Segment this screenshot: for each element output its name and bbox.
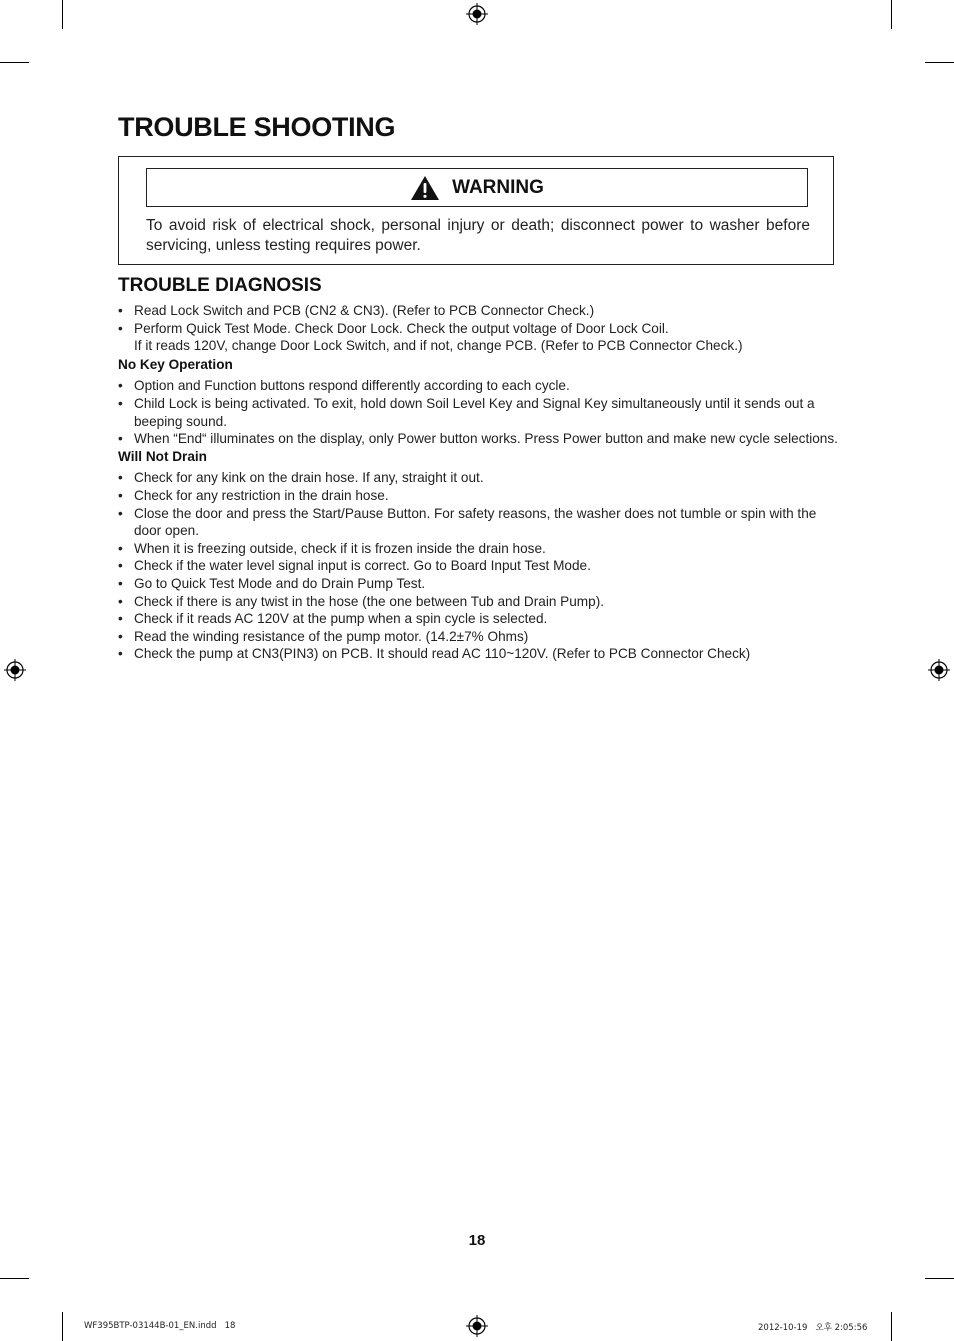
- list-item: • Child Lock is being activated. To exit, hold down Soil Level Key and Signal Key simultaneously until it sends out a beeping sound.: [118, 395, 840, 430]
- list-item: • Check for any kink on the drain hose. If any, straight it out.: [118, 469, 840, 487]
- page-number: 18: [468, 1232, 486, 1249]
- slug-timestamp: 2012-10-19 오후 2:05:56: [758, 1323, 868, 1333]
- list-item-continuation: If it reads 120V, change Door Lock Switch, and if not, change PCB. (Refer to PCB Connector Check.): [134, 338, 743, 354]
- page-title: TROUBLE SHOOTING: [118, 112, 396, 142]
- crop-mark-bottom-left-h: [0, 1278, 29, 1279]
- warning-text: To avoid risk of electrical shock, personal injury or death; disconnect power to washer before servicing, unless testing requires power.: [146, 217, 810, 254]
- list-item: • When “End“ illuminates on the display, only Power button works. Press Power button and make new cycle selections.: [118, 430, 840, 448]
- crop-mark-bottom-left-v: [62, 1312, 63, 1341]
- list-item: • Option and Function buttons respond differently according to each cycle.: [118, 377, 840, 395]
- no-key-list: [118, 377, 840, 447]
- list-item: • Go to Quick Test Mode and do Drain Pump Test.: [118, 575, 840, 593]
- registration-mark-icon: [466, 3, 488, 25]
- warning-box: [118, 156, 834, 265]
- registration-mark-icon: [928, 659, 950, 681]
- list-item: • Check if it reads AC 120V at the pump when a spin cycle is selected.: [118, 610, 840, 628]
- list-item: • Check the pump at CN3(PIN3) on PCB. It should read AC 110~120V. (Refer to PCB Connector Check): [118, 645, 840, 663]
- will-not-drain-list: [118, 469, 840, 663]
- list-item: • When it is freezing outside, check if it is frozen inside the drain hose.: [118, 540, 840, 558]
- section-title: TROUBLE DIAGNOSIS: [118, 275, 322, 296]
- list-item: • Read the winding resistance of the pump motor. (14.2±7% Ohms): [118, 628, 840, 646]
- subheading-will-not-drain: Will Not Drain: [118, 448, 207, 464]
- list-item: • Check if the water level signal input is correct. Go to Board Input Test Mode.: [118, 557, 840, 575]
- crop-mark-top-left-h: [0, 62, 29, 63]
- subheading-no-key-operation: No Key Operation: [118, 356, 233, 372]
- crop-mark-top-left-v: [62, 0, 63, 29]
- registration-mark-icon: [466, 1315, 488, 1337]
- slug-file-info: WF395BTP-03144B-01_EN.indd 18: [84, 1321, 236, 1331]
- crop-mark-bottom-right-v: [891, 1312, 892, 1341]
- intro-list: [118, 302, 840, 355]
- list-item: [118, 320, 840, 355]
- list-item: • Check for any restriction in the drain hose.: [118, 487, 840, 505]
- warning-heading: WARNING: [452, 176, 544, 198]
- crop-mark-top-right-v: [891, 0, 892, 29]
- list-item-text: Perform Quick Test Mode. Check Door Lock. Check the output voltage of Door Lock Coil.: [134, 320, 669, 336]
- list-item: • Read Lock Switch and PCB (CN2 & CN3). (Refer to PCB Connector Check.): [118, 302, 840, 320]
- registration-mark-icon: [4, 659, 26, 681]
- diagnosis-content: [118, 302, 840, 663]
- list-item: • Close the door and press the Start/Pause Button. For safety reasons, the washer does not tumble or spin with the door open.: [118, 505, 840, 540]
- crop-mark-bottom-right-h: [925, 1278, 954, 1279]
- crop-mark-top-right-h: [925, 62, 954, 63]
- warning-triangle-icon: [410, 175, 440, 201]
- list-item: • Check if there is any twist in the hose (the one between Tub and Drain Pump).: [118, 593, 840, 611]
- warning-header: [146, 168, 808, 207]
